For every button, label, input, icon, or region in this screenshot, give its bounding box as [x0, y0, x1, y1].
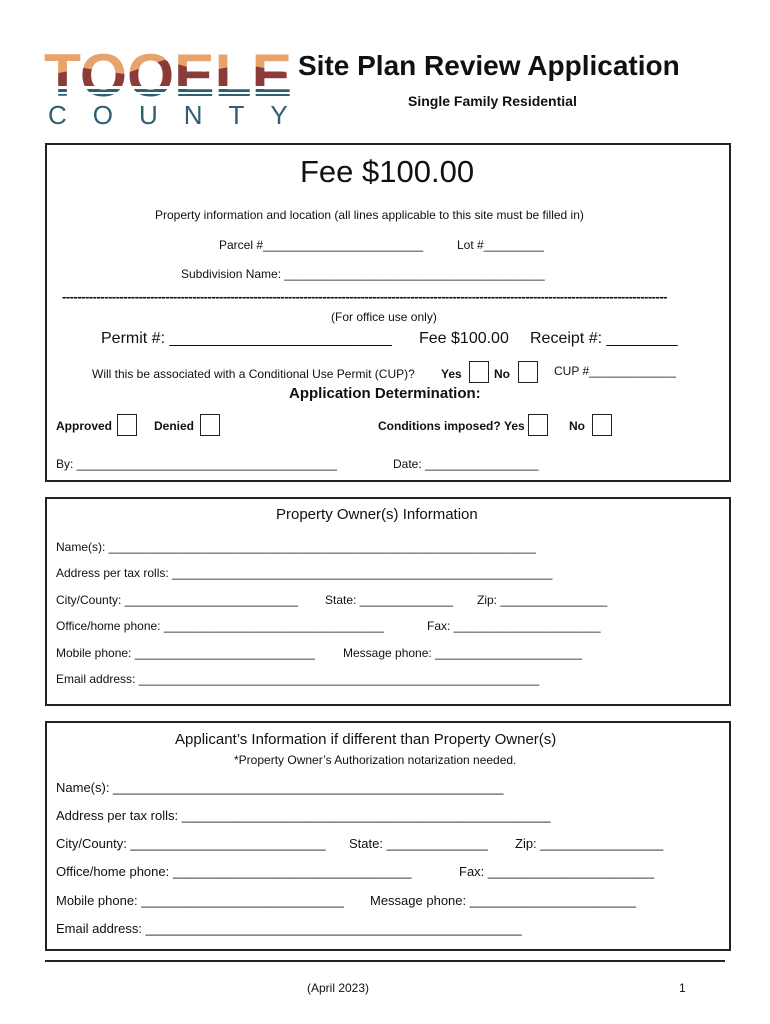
cup-number-field[interactable]: CUP #_____________ [554, 364, 676, 378]
applicant-heading: Applicant’s Information if different than Property Owner(s) [175, 731, 557, 748]
owner-fax-field[interactable]: Fax: ______________________ [427, 619, 601, 633]
determination-heading: Application Determination: [289, 385, 481, 402]
owner-city-field[interactable]: City/County: __________________________ [56, 593, 299, 607]
conditions-no-label: No [569, 419, 585, 433]
owner-message-field[interactable]: Message phone: ______________________ [343, 646, 582, 660]
office-use-label: (For office use only) [331, 310, 437, 324]
applicant-email-field[interactable]: Email address: ____________________________________________________ [56, 921, 522, 936]
owner-phone-field[interactable]: Office/home phone: _________________________________ [56, 619, 385, 633]
page-subtitle: Single Family Residential [408, 93, 577, 109]
denied-label: Denied [154, 419, 195, 433]
applicant-mobile-field[interactable]: Mobile phone: ____________________________ [56, 893, 344, 908]
approved-label: Approved [56, 419, 113, 433]
approved-checkbox[interactable] [117, 414, 137, 436]
conditions-yes-checkbox[interactable] [528, 414, 548, 436]
cup-no-checkbox[interactable] [518, 361, 538, 383]
fee-office-label: Fee $100.00 [419, 330, 509, 347]
conditions-yes-label: Yes [504, 419, 525, 433]
cup-yes-checkbox[interactable] [469, 361, 489, 383]
applicant-phone-field[interactable]: Office/home phone: _________________________________ [56, 864, 412, 879]
owner-state-field[interactable]: State: ______________ [325, 593, 454, 607]
owner-address-field[interactable]: Address per tax rolls: _________________________________________________________ [56, 566, 553, 580]
fee-heading: Fee $100.00 [300, 154, 475, 189]
conditions-question: Conditions imposed? [378, 419, 501, 433]
cup-no-label: No [494, 367, 510, 381]
by-field[interactable]: By: _______________________________________ [56, 457, 337, 471]
applicant-message-field[interactable]: Message phone: _______________________ [370, 893, 637, 908]
applicant-note: *Property Owner’s Authorization notarization needed. [234, 753, 517, 767]
applicant-city-field[interactable]: City/County: ___________________________ [56, 836, 326, 851]
applicant-fax-field[interactable]: Fax: _______________________ [459, 864, 655, 879]
subdivision-field[interactable]: Subdivision Name: _______________________________________ [181, 267, 545, 281]
permit-field[interactable]: Permit #: _________________________ [101, 330, 392, 347]
applicant-zip-field[interactable]: Zip: _________________ [515, 836, 664, 851]
page-title: Site Plan Review Application [298, 50, 680, 81]
owner-zip-field[interactable]: Zip: ________________ [477, 593, 608, 607]
footer-rule [45, 960, 725, 962]
owner-email-field[interactable]: Email address: ____________________________________________________________ [56, 672, 540, 686]
parcel-field[interactable]: Parcel #________________________ [219, 238, 424, 252]
logo-county-text: COUNTY [48, 100, 314, 130]
cup-yes-label: Yes [441, 367, 462, 381]
date-field[interactable]: Date: _________________ [393, 457, 539, 471]
owner-mobile-field[interactable]: Mobile phone: ___________________________ [56, 646, 315, 660]
owner-names-field[interactable]: Name(s): ________________________________________________________________ [56, 540, 536, 554]
cup-question: Will this be associated with a Conditional Use Permit (CUP)? [92, 367, 415, 381]
page-number: 1 [679, 981, 686, 995]
footer-date: (April 2023) [307, 981, 370, 995]
tooele-county-logo [44, 46, 314, 130]
receipt-field[interactable]: Receipt #: ________ [530, 330, 678, 347]
property-info-instructions: Property information and location (all lines applicable to this site must be filled in) [155, 208, 584, 222]
logo-graphic [44, 46, 294, 98]
conditions-no-checkbox[interactable] [592, 414, 612, 436]
divider-dashes: -------------------------------------------------------------------------------------------------------------------------------------------------------------- [62, 289, 667, 304]
denied-checkbox[interactable] [200, 414, 220, 436]
applicant-names-field[interactable]: Name(s): ______________________________________________________ [56, 780, 504, 795]
applicant-address-field[interactable]: Address per tax rolls: ___________________________________________________ [56, 808, 551, 823]
lot-field[interactable]: Lot #_________ [457, 238, 544, 252]
applicant-state-field[interactable]: State: ______________ [349, 836, 488, 851]
owner-heading: Property Owner(s) Information [276, 506, 478, 523]
